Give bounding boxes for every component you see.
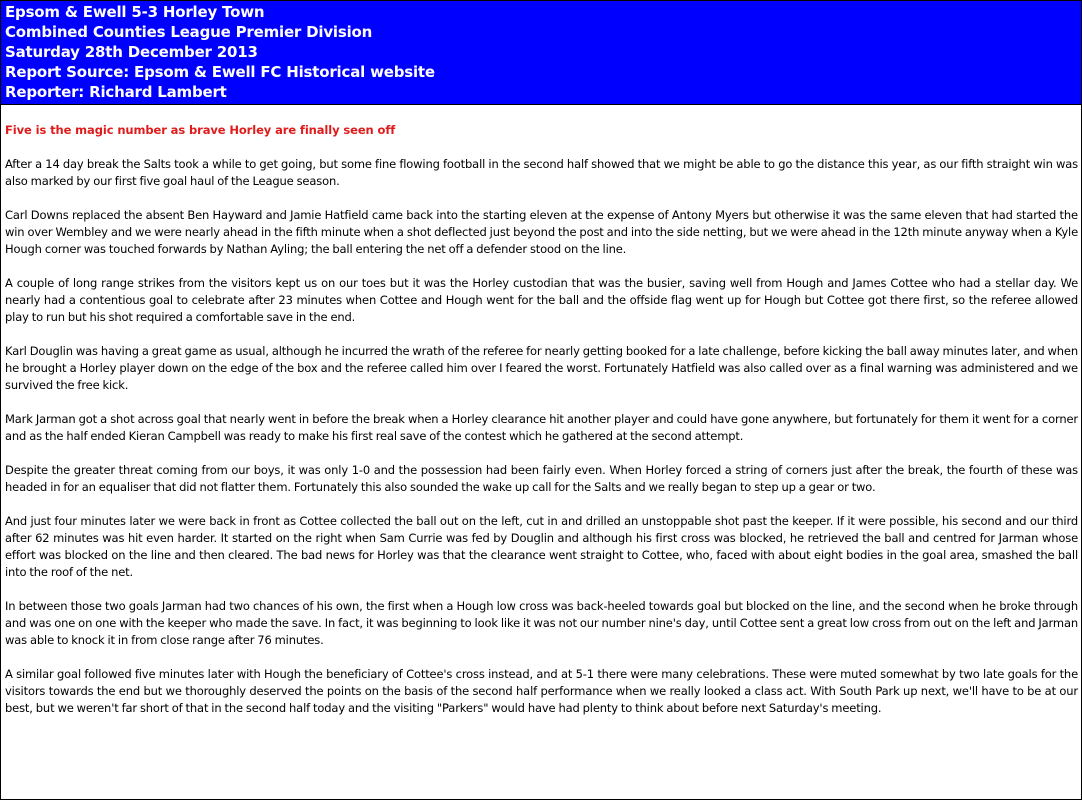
report-paragraph: Carl Downs replaced the absent Ben Hayward and Jamie Hatfield came back into the starting eleven at the expense of Antony Myers but otherwise it was the same eleven that had started the win over Wembley and we were nearly ahead in the fifth minute when a shot deflected just beyond the post and into the side netting, but we were ahead in the 12th minute anyway when a Kyle Hough corner was touched forwards by Nathan Ayling; the ball entering the net off a defender stood on the line. <box>5 208 1078 256</box>
competition-name: Combined Counties League Premier Division <box>5 23 373 41</box>
match-result-title: Epsom & Ewell 5-3 Horley Town <box>5 3 265 21</box>
report-paragraph: A similar goal followed five minutes later with Hough the beneficiary of Cottee's cross instead, and at 5-1 there were many celebrations. These were muted somewhat by two late goals for the visitors towards the end but we thoroughly deserved the points on the basis of the second half performance when we really looked a class act. With South Park up next, we'll have to be at our best, but we weren't far short of that in the second half today and the visiting "Parkers" would have had plenty to think about before next Saturday's meeting. <box>5 667 1078 715</box>
report-paragraph: In between those two goals Jarman had two chances of his own, the first when a Hough low cross was back-heeled towards goal but blocked on the line, and the second when he broke through and was one on one with the keeper who made the save. In fact, it was beginning to look like it was not our number nine's day, until Cottee sent a great low cross from out on the left and Jarman was able to knock it in from close range after 76 minutes. <box>5 599 1078 647</box>
report-paragraph: Mark Jarman got a shot across goal that nearly went in before the break when a Horley clearance hit another player and could have gone anywhere, but fortunately for them it went for a corner and as the half ended Kieran Campbell was ready to make his first real save of the contest which he gathered at the second attempt. <box>5 412 1078 443</box>
report-body <box>1 105 1081 717</box>
report-paragraph: A couple of long range strikes from the visitors kept us on our toes but it was the Horley custodian that was the busier, saving well from Hough and James Cottee who had a stellar day. We nearly had a contentious goal to celebrate after 23 minutes when Cottee and Hough went for the ball and the offside flag went up for Hough but Cottee got there first, so the referee allowed play to run but his shot required a comfortable save in the end. <box>5 276 1078 324</box>
report-paragraph: Karl Douglin was having a great game as usual, although he incurred the wrath of the referee for nearly getting booked for a late challenge, before kicking the ball away minutes later, and when he brought a Horley player down on the edge of the box and the referee called him over I feared the worst. Fortunately Hatfield was also called over as a final warning was administered and we survived the free kick. <box>5 344 1078 392</box>
report-headline: Five is the magic number as brave Horley are finally seen off <box>5 123 396 137</box>
reporter-name: Reporter: Richard Lambert <box>5 83 227 101</box>
match-date: Saturday 28th December 2013 <box>5 43 258 61</box>
report-paragraph: And just four minutes later we were back in front as Cottee collected the ball out on the left, cut in and drilled an unstoppable shot past the keeper. If it were possible, his second and our third after 62 minutes was hit even harder. It started on the right when Sam Currie was fed by Douglin and although his first cross was blocked, he retrieved the ball and centred for Jarman whose effort was blocked on the line and then cleared. The bad news for Horley was that the clearance went straight to Cottee, who, faced with about eight bodies in the goal area, smashed the ball into the roof of the net. <box>5 514 1078 579</box>
report-header <box>1 1 1081 105</box>
report-source: Report Source: Epsom & Ewell FC Historical website <box>5 63 435 81</box>
report-paragraph: After a 14 day break the Salts took a while to get going, but some fine flowing football in the second half showed that we might be able to go the distance this year, as our fifth straight win was also marked by our first five goal haul of the League season. <box>5 157 1078 188</box>
report-paragraph: Despite the greater threat coming from our boys, it was only 1-0 and the possession had been fairly even. When Horley forced a string of corners just after the break, the fourth of these was headed in for an equaliser that did not flatter them. Fortunately this also sounded the wake up call for the Salts and we really began to step up a gear or two. <box>5 463 1078 494</box>
